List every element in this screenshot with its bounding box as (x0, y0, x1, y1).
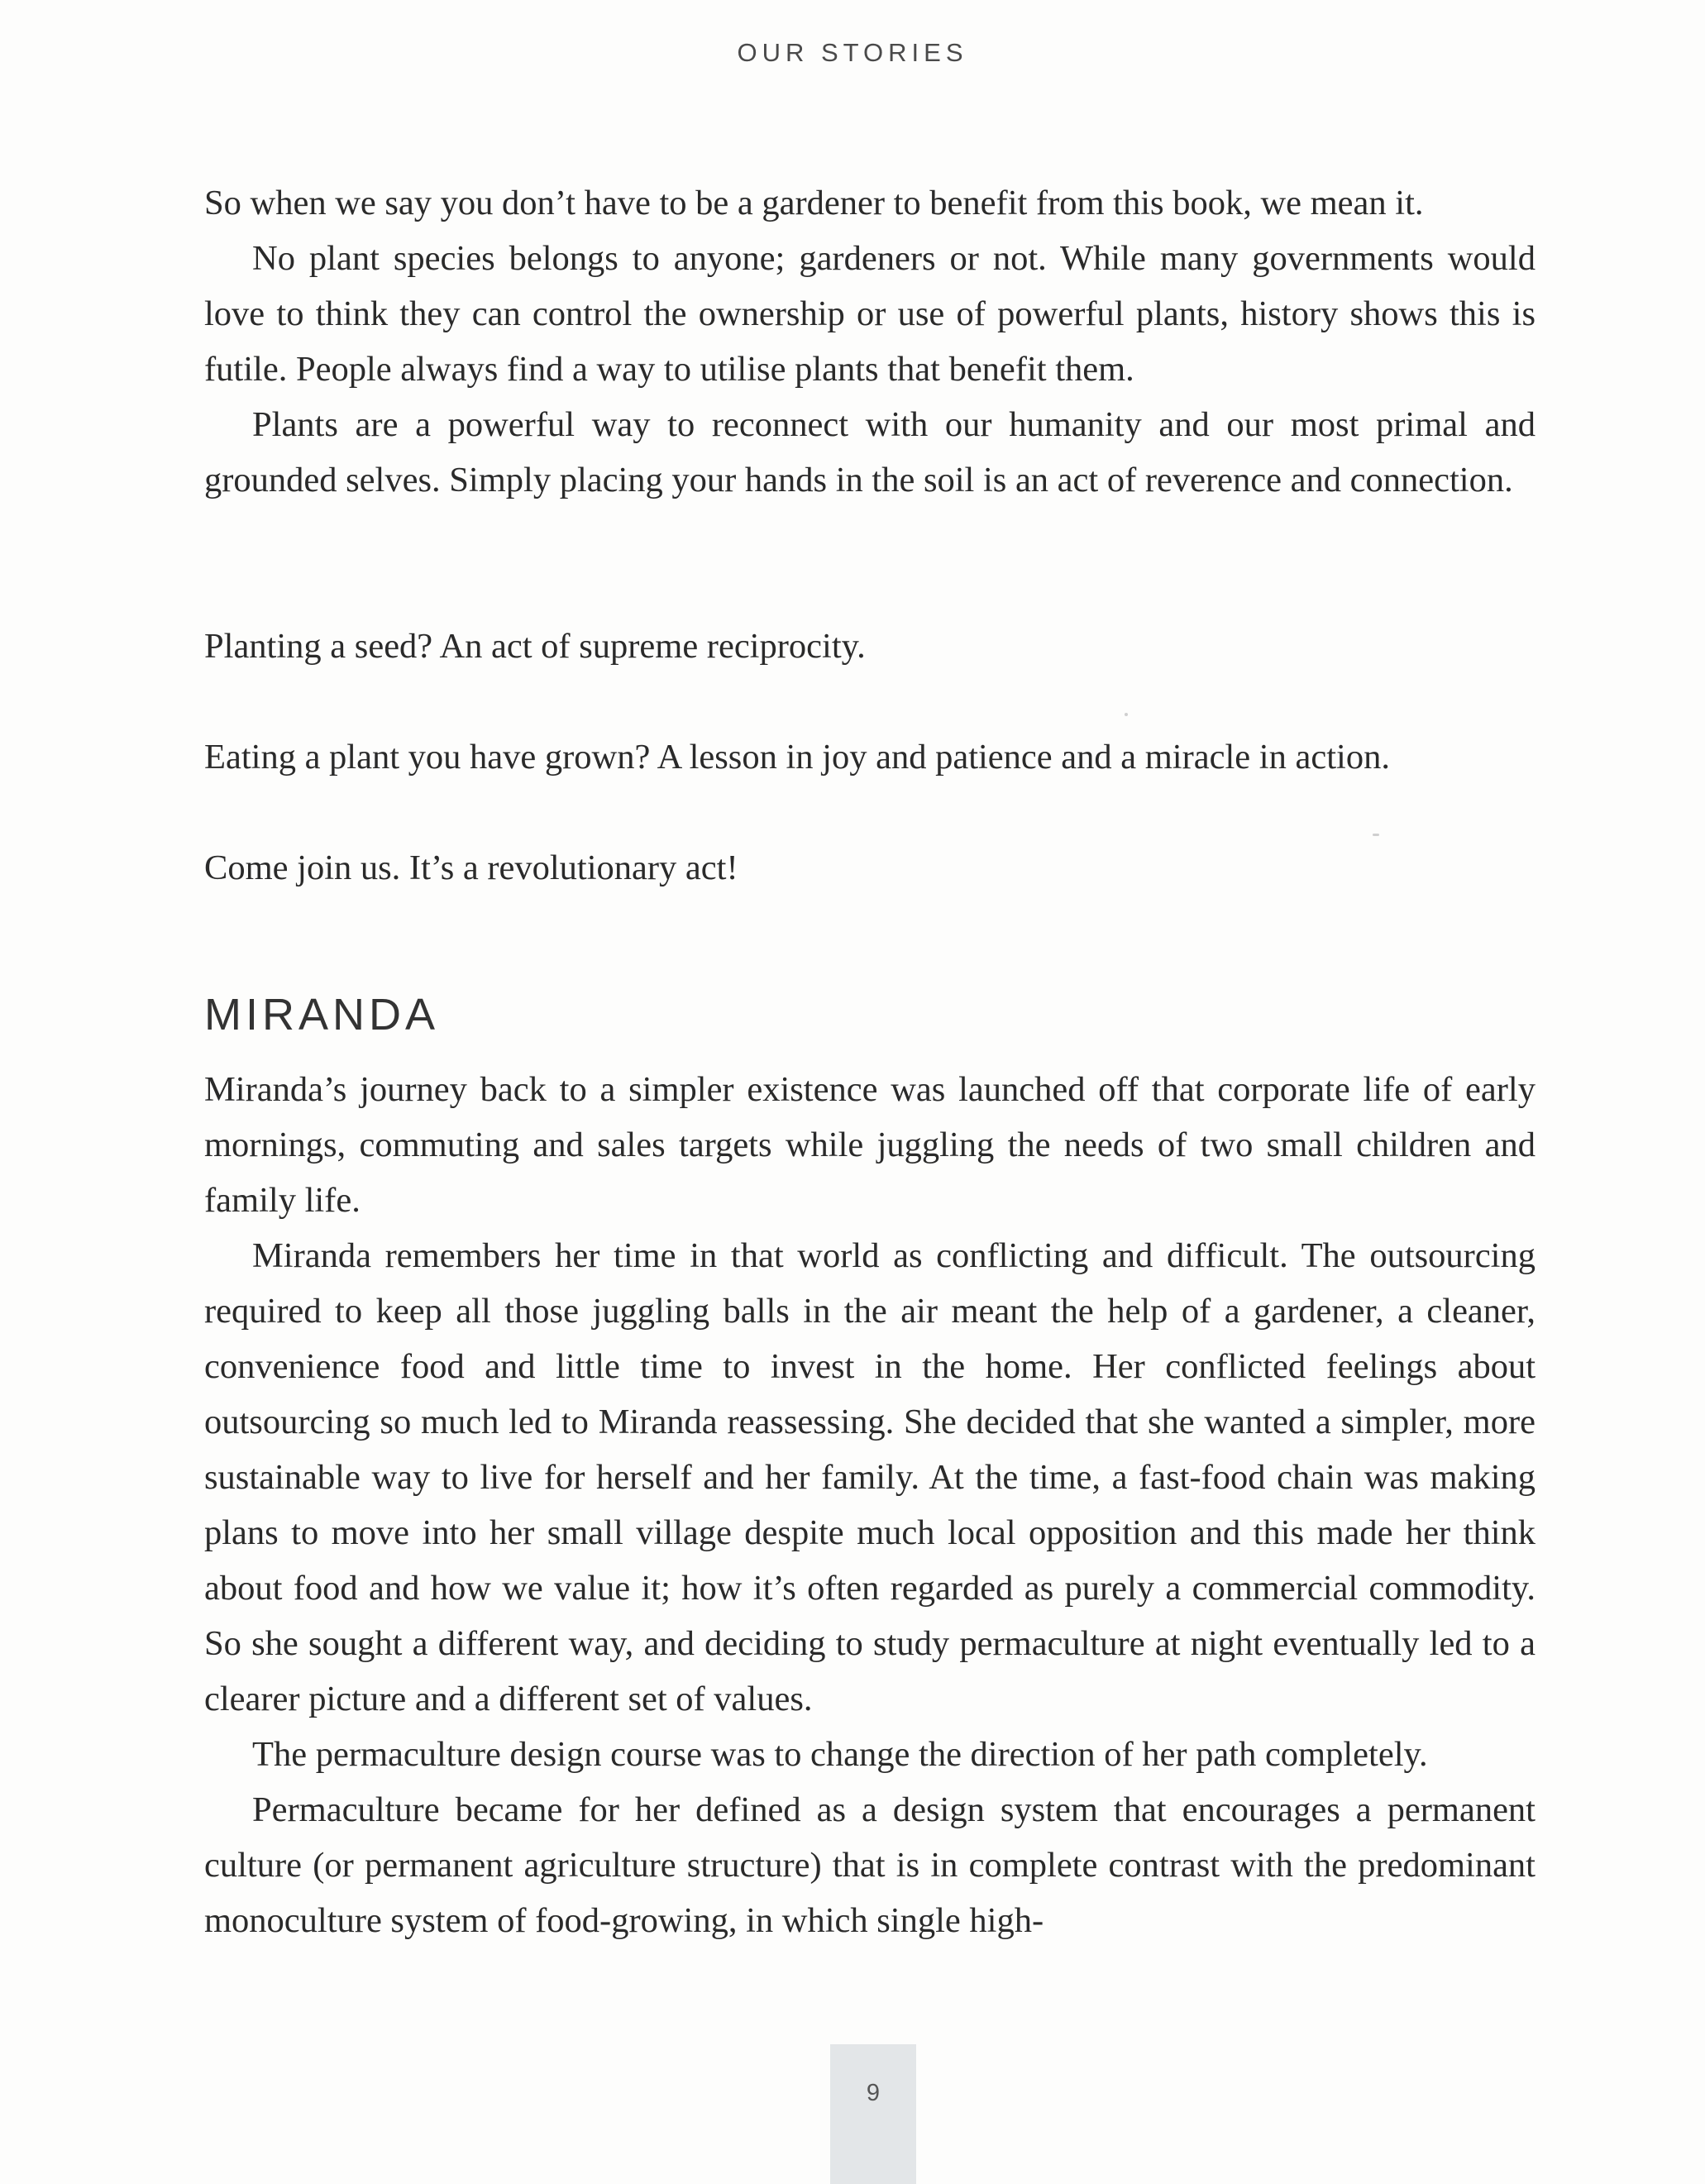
intro-text (204, 175, 1535, 508)
miranda-paragraph-1: Miranda’s journey back to a simpler existence was launched off that corporate life of early mornings, commuting and sales targets while juggling the needs of two small children and family life. (204, 1070, 1535, 1220)
intro-paragraph-1: So when we say you don’t have to be a gardener to benefit from this book, we mean it. (204, 184, 1424, 222)
standalone-line-seed: Planting a seed? An act of supreme reciprocity. (204, 627, 866, 666)
page-number: 9 (866, 2080, 881, 2106)
intro-paragraph-3: Plants are a powerful way to reconnect with our humanity and our most primal and grounded selves. Simply placing your hands in the soil is an act of reverence and connection. (204, 405, 1535, 499)
miranda-text (204, 1062, 1535, 1948)
miranda-paragraph-4: Permaculture became for her defined as a design system that encourages a permanent culture (or permanent agriculture structure) that is in complete contrast with the predominant monoculture system of food-growing, in which single high- (204, 1790, 1535, 1940)
running-head: OUR STORIES (737, 38, 968, 67)
page-number-tab (830, 2044, 916, 2184)
miranda-paragraph-2: Miranda remembers her time in that world as conflicting and difficult. The outsourcing required to keep all those juggling balls in the air meant the help of a gardener, a cleaner, convenience food and little time to invest in the home. Her conflicted feelings about outsourcing so much led to Miranda reassessing. She decided that she wanted a simpler, more sustainable way to live for herself and her family. At the time, a fast-food chain was making plans to move into her small village despite much local opposition and this made her think about food and how we value it; how it’s often regarded as purely a commercial commodity. So she sought a different way, and deciding to study permaculture at night eventually led to a clearer picture and a different set of values. (204, 1236, 1535, 1718)
scan-speck (1125, 713, 1128, 716)
miranda-paragraph-3: The permaculture design course was to change the direction of her path completely. (252, 1735, 1428, 1774)
intro-paragraph-2: No plant species belongs to anyone; gardeners or not. While many governments would love to think they can control the ownership or use of powerful plants, history shows this is futile. People always find a way to utilise plants that benefit them. (204, 239, 1535, 389)
standalone-line-join: Come join us. It’s a revolutionary act! (204, 848, 738, 887)
standalone-line-eating: Eating a plant you have grown? A lesson in joy and patience and a miracle in action. (204, 738, 1390, 777)
scan-speck (1373, 834, 1379, 836)
section-heading: MIRANDA (204, 990, 440, 1039)
